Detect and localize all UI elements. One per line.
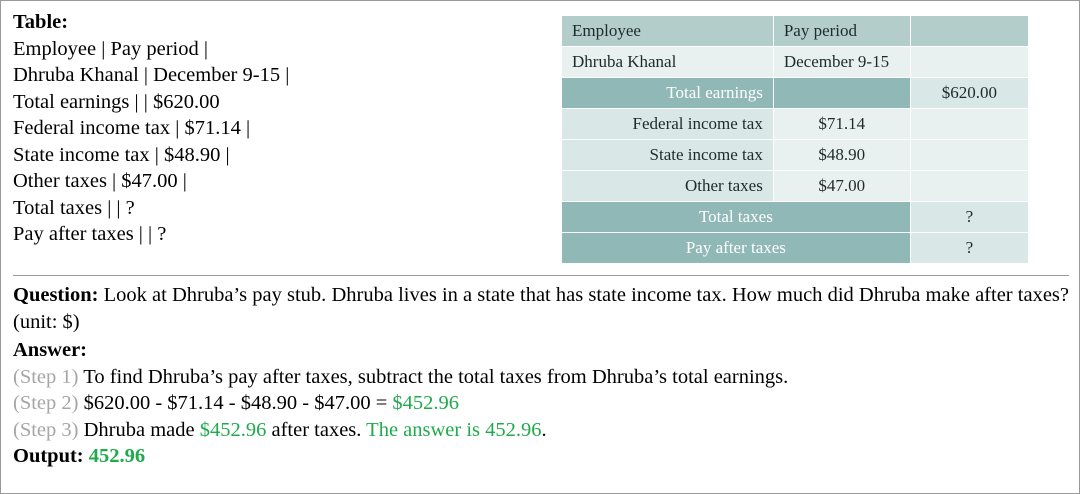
table-cell bbox=[910, 16, 1028, 47]
table-text-line: Pay after taxes | | ? bbox=[13, 223, 167, 245]
table-cell: Total taxes bbox=[562, 202, 911, 233]
step-text: $620.00 - $71.14 - $48.90 - $47.00 = bbox=[78, 392, 393, 414]
step-tag: (Step 1) bbox=[13, 365, 79, 388]
table-text-line: Total taxes | | ? bbox=[13, 196, 135, 219]
table-cell bbox=[773, 78, 910, 109]
question-text: Look at Dhruba’s pay stub. Dhruba lives in a state that has state income tax. How much did Dhruba make after taxes? (unit: $) bbox=[13, 284, 1070, 333]
table-text-line: Federal income tax | $71.14 | bbox=[13, 117, 251, 139]
table-row bbox=[562, 233, 1029, 264]
table-cell: Dhruba Khanal bbox=[562, 47, 774, 78]
paystub-table-wrapper bbox=[561, 15, 1029, 264]
step-text: To find Dhruba’s pay after taxes, subtract the total taxes from Dhruba’s total earnings. bbox=[78, 365, 789, 388]
question-block bbox=[13, 282, 1069, 335]
step-highlight: $452.96 bbox=[199, 418, 267, 441]
qa-section bbox=[13, 282, 1069, 470]
answer-label: Answer: bbox=[13, 339, 88, 361]
table-text-line: Total earnings | | $620.00 bbox=[13, 90, 220, 113]
table-row bbox=[562, 47, 1029, 78]
table-cell: State income tax bbox=[562, 140, 774, 171]
table-cell bbox=[910, 171, 1028, 202]
step-tag: (Step 3) bbox=[13, 418, 79, 441]
table-cell bbox=[910, 140, 1028, 171]
table-cell: Pay after taxes bbox=[562, 233, 911, 264]
table-cell: Pay period bbox=[773, 16, 910, 47]
section-divider bbox=[13, 275, 1069, 276]
document-body bbox=[1, 1, 1079, 493]
table-cell bbox=[910, 109, 1028, 140]
step-text: after taxes. bbox=[266, 418, 367, 441]
table-cell: Other taxes bbox=[562, 171, 774, 202]
table-cell: December 9-15 bbox=[773, 47, 910, 78]
table-heading: Table: bbox=[13, 11, 69, 33]
table-row bbox=[562, 202, 1029, 233]
table-row bbox=[562, 78, 1029, 109]
answer-step bbox=[13, 364, 1069, 391]
top-section bbox=[13, 9, 1069, 271]
paystub-table bbox=[561, 15, 1029, 264]
table-cell: $71.14 bbox=[773, 109, 910, 140]
question-label: Question: bbox=[13, 284, 99, 306]
final-answer-sentence: The answer is 452.96 bbox=[366, 418, 542, 441]
table-row bbox=[562, 16, 1029, 47]
step-text: . bbox=[541, 418, 547, 441]
table-row bbox=[562, 171, 1029, 202]
table-text-block bbox=[13, 9, 543, 248]
table-text-line: Other taxes | $47.00 | bbox=[13, 170, 187, 192]
table-cell: $48.90 bbox=[773, 140, 910, 171]
table-cell: $620.00 bbox=[910, 78, 1028, 109]
table-cell: Total earnings bbox=[562, 78, 774, 109]
step-highlight: $452.96 bbox=[392, 392, 460, 414]
table-cell: $47.00 bbox=[773, 171, 910, 202]
table-text-line: Employee | Pay period | bbox=[13, 37, 208, 60]
output-value: 452.96 bbox=[88, 445, 146, 467]
table-text-line: State income tax | $48.90 | bbox=[13, 143, 230, 166]
step-text: Dhruba made bbox=[78, 418, 200, 441]
table-cell: ? bbox=[910, 202, 1028, 233]
output-block bbox=[13, 443, 1069, 470]
answer-step bbox=[13, 417, 1069, 444]
table-cell: Employee bbox=[562, 16, 774, 47]
output-label: Output: bbox=[13, 445, 84, 467]
table-cell: ? bbox=[910, 233, 1028, 264]
table-row bbox=[562, 140, 1029, 171]
table-cell bbox=[910, 47, 1028, 78]
table-row bbox=[562, 109, 1029, 140]
table-text-line: Dhruba Khanal | December 9-15 | bbox=[13, 64, 290, 86]
step-tag: (Step 2) bbox=[13, 392, 79, 414]
answer-step bbox=[13, 390, 1069, 417]
table-cell: Federal income tax bbox=[562, 109, 774, 140]
